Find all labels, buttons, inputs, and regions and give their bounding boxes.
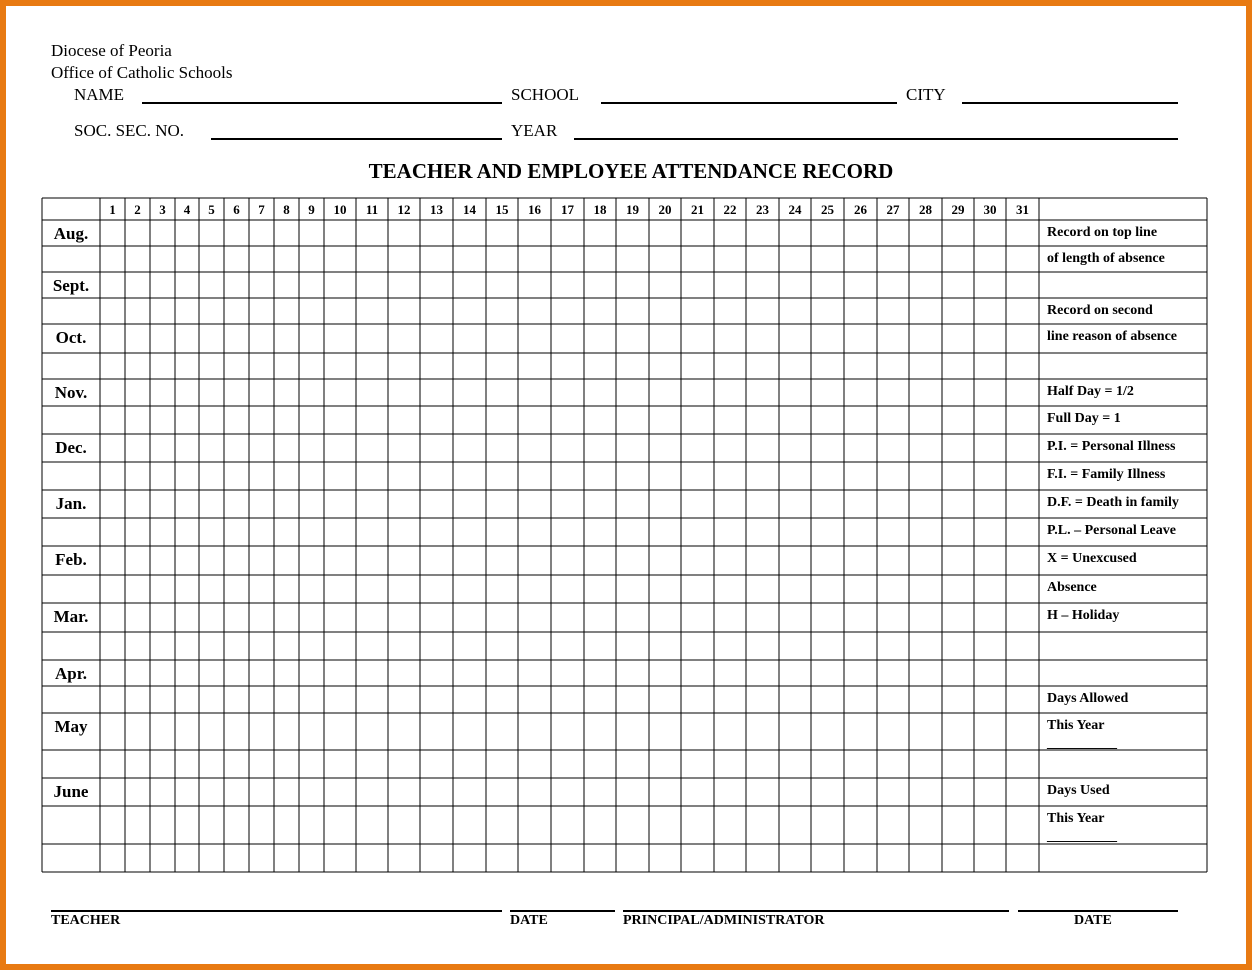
org-line-1: Diocese of Peoria (51, 41, 172, 60)
day-header-9: 9 (308, 202, 315, 217)
ssn-label: SOC. SEC. NO. (74, 121, 185, 140)
legend-note: This Year (1047, 718, 1105, 733)
day-header-15: 15 (495, 202, 509, 217)
day-header-25: 25 (821, 202, 834, 217)
day-header-30: 30 (983, 202, 997, 217)
legend-note: Full Day = 1 (1047, 411, 1121, 426)
day-header-20: 20 (658, 202, 672, 217)
blank-entry-line: __________ (1047, 736, 1117, 751)
teacher-date-line[interactable] (510, 910, 615, 912)
month-label: Oct. (55, 328, 87, 347)
principal-date-line[interactable] (1018, 910, 1178, 912)
name-label: NAME (74, 85, 125, 104)
day-header-16: 16 (528, 202, 541, 217)
day-header-31: 31 (1016, 202, 1029, 217)
legend-note: X = Unexcused (1047, 551, 1137, 566)
day-header-26: 26 (854, 202, 867, 217)
legend-note: This Year (1047, 811, 1105, 826)
day-header-23: 23 (756, 202, 769, 217)
day-header-13: 13 (430, 202, 443, 217)
blank-entry-line: __________ (1047, 829, 1117, 844)
day-header-4: 4 (183, 202, 191, 217)
month-label: Mar. (53, 607, 89, 626)
day-header-22: 22 (723, 202, 737, 217)
month-label: June (53, 782, 89, 801)
month-label: Aug. (53, 224, 89, 243)
month-label: Jan. (55, 494, 87, 513)
month-label: Apr. (55, 664, 87, 683)
day-header-5: 5 (208, 202, 215, 217)
month-label: Sept. (52, 276, 90, 295)
month-label: Feb. (55, 550, 87, 569)
legend-note: P.I. = Personal Illness (1047, 439, 1176, 454)
legend-note: line reason of absence (1047, 329, 1178, 344)
principal-label: PRINCIPAL/ADMINISTRATOR (623, 913, 825, 928)
day-header-14: 14 (463, 202, 476, 217)
legend-note: Days Used (1047, 783, 1110, 798)
day-header-3: 3 (159, 202, 166, 217)
day-header-1: 1 (109, 202, 116, 217)
day-header-21: 21 (691, 202, 704, 217)
legend-note: D.F. = Death in family (1047, 495, 1179, 510)
date-label-1: DATE (510, 913, 548, 928)
month-label: May (54, 717, 88, 736)
month-label: Dec. (55, 438, 87, 457)
legend-note: F.I. = Family Illness (1047, 467, 1166, 482)
day-header-8: 8 (283, 202, 290, 217)
day-header-2: 2 (134, 202, 141, 217)
legend-note: Absence (1047, 580, 1097, 595)
principal-signature-line[interactable] (623, 910, 1009, 912)
day-header-7: 7 (258, 202, 265, 217)
legend-note: Record on top line (1047, 225, 1158, 240)
day-header-24: 24 (788, 202, 802, 217)
year-label: YEAR (511, 121, 558, 140)
day-header-28: 28 (919, 202, 932, 217)
day-header-29: 29 (951, 202, 965, 217)
school-label: SCHOOL (511, 85, 580, 104)
day-header-17: 17 (561, 202, 574, 217)
legend-note: P.L. – Personal Leave (1047, 523, 1176, 538)
teacher-signature-line[interactable] (51, 910, 502, 912)
teacher-label: TEACHER (51, 913, 121, 928)
day-header-18: 18 (593, 202, 607, 217)
legend-note: Record on second (1047, 303, 1153, 318)
page-title: TEACHER AND EMPLOYEE ATTENDANCE RECORD (368, 159, 894, 183)
day-header-11: 11 (365, 202, 379, 217)
day-header-12: 12 (397, 202, 411, 217)
legend-note: of length of absence (1047, 251, 1165, 266)
legend-note: Half Day = 1/2 (1047, 384, 1134, 399)
day-header-19: 19 (626, 202, 639, 217)
city-label: CITY (906, 85, 946, 104)
legend-note: H – Holiday (1047, 608, 1120, 623)
date-label-2: DATE (1074, 913, 1112, 928)
org-line-2: Office of Catholic Schools (51, 63, 233, 82)
day-header-27: 27 (886, 202, 900, 217)
day-header-6: 6 (233, 202, 240, 217)
day-header-10: 10 (333, 202, 347, 217)
month-label: Nov. (54, 383, 88, 402)
legend-note: Days Allowed (1047, 691, 1129, 706)
